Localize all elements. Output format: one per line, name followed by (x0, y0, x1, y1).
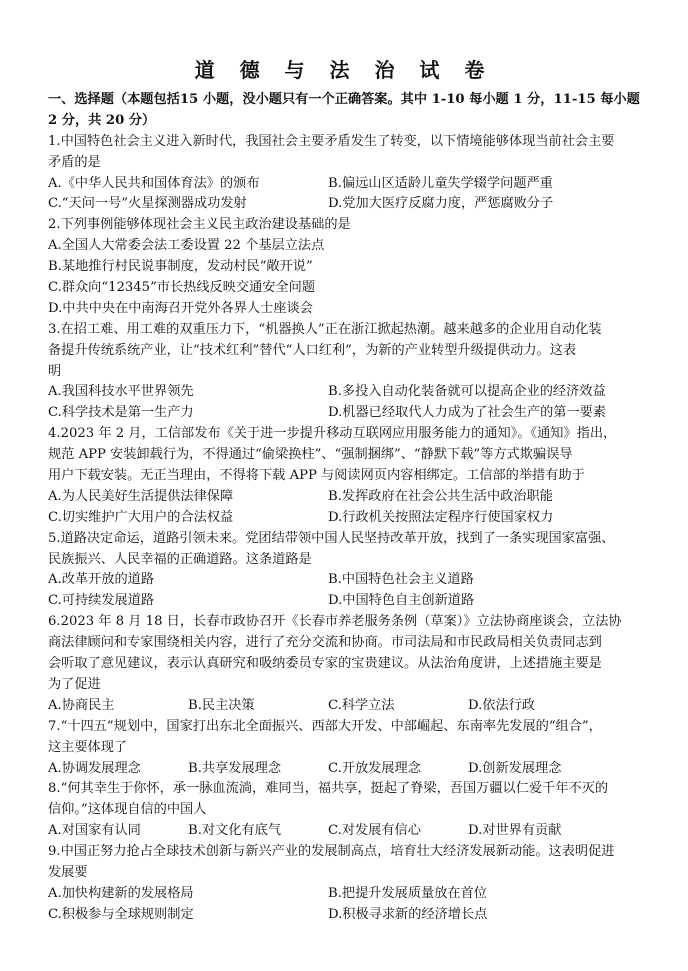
section-header-line: 一、选择题（本题包括15 小题，没小题只有一个正确答案。其中 1-10 每小题 1 分，11-15 每小题 (48, 92, 640, 107)
question-9 (48, 842, 648, 926)
question-stem-line: 明 (48, 363, 62, 379)
section-header-line: 2 分，共 20 分） (48, 112, 156, 128)
option-row (48, 194, 648, 215)
question-list (48, 132, 648, 926)
option-b: B.对文化有底气 (188, 823, 282, 839)
option-row (48, 591, 648, 612)
option-row (48, 570, 648, 591)
question-stem-line: 信仰。”这体现自信的中国人 (48, 802, 207, 818)
option-row (48, 905, 648, 926)
option-b: B.中国特色社会主义道路 (328, 572, 474, 588)
option-b: B.民主决策 (188, 697, 255, 713)
question-stem-line: 7.“十四五”规划中，国家打出东北全面振兴、西部大开发、中部崛起、东南率先发展的“组合”， (48, 718, 602, 734)
question-stem-line: 民族振兴、人民幸福的正确道路。这条道路是 (48, 551, 312, 567)
option-c: C.科学立法 (328, 697, 395, 713)
option-a: A.对国家有认同 (48, 823, 141, 839)
option-a: A.为人民美好生活提供法律保障 (48, 488, 234, 504)
option-a: A.加快构建新的发展格局 (48, 885, 194, 901)
option-c: C.“天问一号”火星探测器成功发射 (48, 196, 247, 212)
option-b: B.某地推行村民说事制度，发动村民“敞开说” (48, 259, 313, 275)
question-3 (48, 320, 648, 424)
option-c: C.切实维护广大用户的合法权益 (48, 509, 234, 525)
question-1 (48, 132, 648, 216)
option-c: C.科学技术是第一生产力 (48, 405, 194, 421)
option-a: A.协商民主 (48, 697, 115, 713)
question-8 (48, 779, 648, 842)
question-stem-line: 会听取了意见建议，表示认真研究和吸纳委员专家的宝贵建议。从法治角度讲，上述措施主要是 (48, 656, 602, 672)
option-a: A.改革开放的道路 (48, 572, 155, 588)
option-row (48, 382, 648, 403)
option-row (48, 174, 648, 195)
option-b: B.偏远山区适龄儿童失学辍学问题严重 (328, 175, 553, 191)
question-stem-line: 备提升传统系统产业，让“技术红利”替代“人口红利”，为新的产业转型升级提供动力。这表 (48, 342, 577, 358)
question-stem-line: 2.下列事例能够体现社会主义民主政治建设基础的是 (48, 217, 351, 233)
option-c: C.对发展有信心 (328, 823, 421, 839)
option-c: C.开放发展理念 (328, 760, 421, 776)
option-b: B.把提升发展质量放在首位 (328, 885, 487, 901)
option-d: D.机器已经取代人力成为了社会生产的第一要素 (328, 405, 607, 421)
option-a: A.我国科技水平世界领先 (48, 384, 194, 400)
option-row (48, 884, 648, 905)
question-4 (48, 424, 648, 528)
question-stem-line: 6.2023 年 8 月 18 日，长春市政协召开《长春市养老服务条例（草案）》立法协商座谈会，立法协 (48, 614, 622, 630)
question-stem-line: 1.中国特色社会主义进入新时代，我国社会主要矛盾发生了转变，以下情境能够体现当前社会主要 (48, 133, 615, 149)
option-row (48, 508, 648, 529)
question-stem-line: 矛盾的是 (48, 154, 101, 170)
option-a: A.《中华人民共和国体育法》的颁布 (48, 175, 260, 191)
option-d: D.依法行政 (468, 697, 536, 713)
question-stem-line: 为了促进 (48, 676, 101, 692)
option-a: A.协调发展理念 (48, 760, 141, 776)
section-header (48, 90, 648, 132)
option-row (48, 487, 648, 508)
option-row (48, 696, 648, 717)
option-d: D.党加大医疗反腐力度，严惩腐败分子 (328, 196, 554, 212)
question-2 (48, 215, 648, 319)
question-7 (48, 717, 648, 780)
option-c: C.可持续发展道路 (48, 593, 155, 609)
question-stem-line: 这主要体现了 (48, 739, 128, 755)
option-d: D.创新发展理念 (468, 760, 562, 776)
question-stem-line: 用户下载安装。无正当理由，不得将下载 APP 与阅读网页内容相绑定。工信部的举措有助于 (48, 468, 585, 484)
option-a: A.全国人大常委会法工委设置 22 个基层立法点 (48, 238, 325, 254)
option-d: D.行政机关按照法定程序行使国家权力 (328, 509, 554, 525)
option-b: B.共享发展理念 (188, 760, 282, 776)
option-row (48, 821, 648, 842)
exam-content (48, 90, 648, 926)
question-stem-line: 8.“何其幸生于你怀，承一脉血流淌，难同当，福共享，挺起了脊梁，吾国万疆以仁爱千年不灭的 (48, 781, 609, 797)
question-5 (48, 529, 648, 613)
question-stem-line: 规范 APP 安装卸载行为，不得通过“偷梁换柱”、“强制捆绑”、“静默下载”等方式欺骗误导 (48, 447, 573, 463)
option-row (48, 759, 648, 780)
option-row (48, 403, 648, 424)
option-b: B.多投入自动化装备就可以提高企业的经济效益 (328, 384, 606, 400)
question-stem-line: 5.道路决定命运，道路引领未来。党团结带领中国人民坚持改革开放，找到了一条实现国家富强、 (48, 530, 615, 546)
option-d: D.对世界有贡献 (468, 823, 562, 839)
option-d: D.积极寻求新的经济增长点 (328, 906, 488, 922)
question-stem-line: 9.中国正努力抢占全球技术创新与新兴产业的发展制高点，培育壮大经济发展新动能。这表明促进 (48, 844, 615, 860)
option-d: D.中国特色自主创新道路 (328, 593, 475, 609)
question-stem-line: 发展要 (48, 864, 88, 880)
option-c: C.群众向“12345”市长热线反映交通安全问题 (48, 280, 316, 296)
question-stem-line: 4.2023 年 2 月，工信部发布《关于进一步提升移动互联网应用服务能力的通知》。《通知》指出， (48, 426, 617, 442)
option-b: B.发挥政府在社会公共生活中政治职能 (328, 488, 553, 504)
question-6 (48, 612, 648, 716)
exam-title: 道 德 与 法 治 试 卷 (194, 58, 494, 82)
option-d: D.中共中央在中南海召开党外各界人士座谈会 (48, 300, 313, 316)
question-stem-line: 3.在招工难、用工难的双重压力下，“机器换人”正在浙江掀起热潮。越来越多的企业用自动化装 (48, 321, 602, 337)
question-stem-line: 商法律顾问和专家围绕相关内容，进行了充分交流和协商。市司法局和市民政局相关负责同志到 (48, 635, 602, 651)
option-c: C.积极参与全球规则制定 (48, 906, 194, 922)
